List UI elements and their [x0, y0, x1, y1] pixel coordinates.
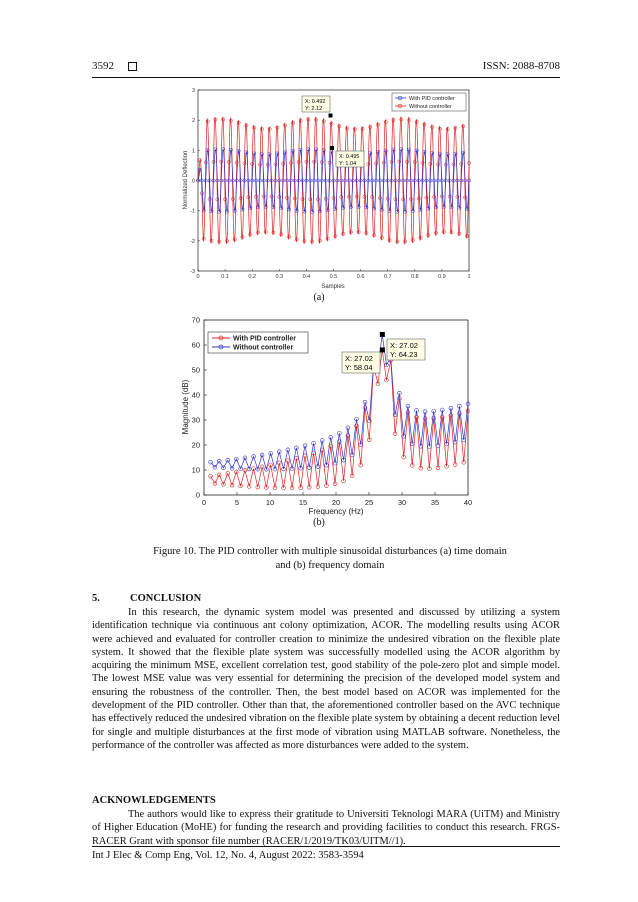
- series-b-without: [211, 334, 468, 469]
- xtick-b-label: 0: [201, 498, 207, 507]
- xtick-a-label: 0.1: [221, 274, 229, 280]
- xtick-b-label: 10: [265, 498, 275, 507]
- xlabel-a: Samples: [321, 284, 345, 290]
- xtick-b-label: 30: [397, 498, 407, 507]
- ytick-a-label: -3: [190, 269, 195, 275]
- legend-a-item-1: With PID controller: [409, 96, 455, 102]
- issn: ISSN: 2088-8708: [482, 60, 560, 72]
- marker-b-1: [380, 332, 385, 337]
- ytick-b-label: 0: [195, 490, 200, 500]
- xtick-b-label: 40: [463, 498, 473, 507]
- svg-text:Y: 1.04: Y: 1.04: [339, 161, 357, 167]
- conclusion-heading: 5. CONCLUSION: [92, 593, 202, 604]
- svg-text:X: 27.02: X: 27.02: [345, 354, 373, 363]
- header-rule: [92, 77, 560, 78]
- legend-a-item-2: Without controller: [409, 104, 452, 110]
- marker-b-2: [380, 347, 385, 352]
- svg-text:Y: 64.23: Y: 64.23: [390, 350, 418, 359]
- header-square-icon: [128, 62, 137, 71]
- figure-a-time-domain: [170, 84, 480, 294]
- tooltip-a-1: [302, 96, 330, 112]
- xtick-a-label: 0.4: [302, 274, 311, 280]
- xlabel-b: Frequency (Hz): [308, 507, 364, 516]
- ytick-a-label: 2: [191, 118, 195, 125]
- xtick-b-label: 25: [364, 498, 374, 507]
- svg-text:Y: 2.12: Y: 2.12: [305, 106, 323, 112]
- acknowledgements-heading: ACKNOWLEDGEMENTS: [92, 795, 216, 806]
- ylabel-a: Normalized Deflection: [183, 150, 189, 210]
- ytick-b-label: 20: [191, 440, 200, 450]
- ytick-a-label: 0: [191, 178, 195, 185]
- footer-rule: [92, 846, 560, 847]
- ytick-b-label: 60: [191, 340, 200, 350]
- xtick-a-label: 0: [196, 274, 200, 280]
- ytick-b-label: 30: [191, 415, 200, 425]
- svg-text:X: 27.02: X: 27.02: [390, 341, 418, 350]
- figure-a-label: (a): [313, 292, 325, 303]
- xtick-a-label: 0.6: [356, 274, 365, 280]
- ylabel-b: Magnitude (dB): [181, 379, 190, 435]
- legend-b-item-1: With PID controller: [233, 335, 296, 343]
- xtick-a-label: 0.8: [410, 274, 419, 280]
- xtick-b-label: 20: [331, 498, 341, 507]
- marker-a-2: [330, 146, 334, 150]
- xtick-a-label: 0.5: [329, 274, 338, 280]
- footer-citation: Int J Elec & Comp Eng, Vol. 12, No. 4, August 2022: 3583-3594: [92, 850, 364, 861]
- tooltip-b-2: [342, 352, 380, 373]
- ytick-a-label: 1: [191, 148, 195, 155]
- ytick-b-label: 70: [191, 315, 200, 325]
- svg-text:Y: 58.04: Y: 58.04: [345, 363, 373, 372]
- conclusion-paragraph: In this research, the dynamic system model was presented and discussed by utilizing a system identification technique via continuous ant colony optimization, ACOR. The modelling results using ACOR were achieved and evaluated for controller creation to minimize the undesired vibration on the flexible plate system. It showed that the flexible plate system was successfully modelled using the ACOR algorithm by acquiring the minimum MSE, excellent correlation test, good stability of the pole-zero plot and simple model. The lowest MSE value was very essential for determining the precision of the developed model system and ensuring the robustness of the controller. Then, the best model based on ACOR was implemented for the development of the PID controller. Other than that, the aforementioned controller based on the AVC technique has effectively reduced the undesired vibration on the flexible plate system by obtaining a decent reduction level for single and multiple disturbances at the first mode of vibration using MATLAB software. Nonetheless, the performance of the controller was affected as more disturbances were added to the system.: [92, 607, 560, 751]
- tooltip-a-2: [336, 151, 364, 167]
- xtick-b-label: 35: [430, 498, 440, 507]
- xtick-b-label: 5: [234, 498, 240, 507]
- ytick-b-label: 50: [191, 365, 200, 375]
- xtick-a-label: 1: [467, 274, 471, 280]
- xtick-b-label: 15: [298, 498, 308, 507]
- ytick-a-label: -2: [190, 238, 195, 245]
- legend-b-item-2: Without controller: [233, 344, 294, 352]
- marker-a-1: [329, 114, 333, 118]
- legend-b: [208, 332, 308, 353]
- xtick-a-label: 0.2: [248, 274, 257, 280]
- legend-a: [392, 93, 466, 111]
- figure-b-label: (b): [313, 517, 325, 528]
- ytick-a-label: 3: [191, 88, 195, 94]
- ytick-a-label: -1: [190, 208, 195, 215]
- svg-text:X: 0.492: X: 0.492: [305, 99, 326, 105]
- tooltip-b-1: [387, 339, 425, 360]
- ytick-b-label: 40: [191, 390, 200, 400]
- xtick-a-label: 0.3: [275, 274, 284, 280]
- xtick-a-label: 0.9: [438, 274, 446, 280]
- ytick-b-label: 10: [191, 465, 200, 475]
- figure-caption: Figure 10. The PID controller with multiple sinusoidal disturbances (a) time domain and (b) frequency domain: [153, 546, 507, 571]
- xtick-a-label: 0.7: [383, 274, 392, 280]
- page-number: 3592: [92, 60, 114, 72]
- acknowledgements-paragraph: The authors would like to express their gratitude to Universiti Teknologi MARA (UiTM) and Ministry of Higher Education (MoHE) for funding the research and providing facilities to conduct this research. FRGS-RACER Grant with sponsor file number (RACER/1/2019/TK03/UITM//1).: [92, 809, 560, 847]
- svg-text:X: 0.495: X: 0.495: [339, 154, 360, 160]
- figure-b-frequency-domain: [172, 313, 482, 518]
